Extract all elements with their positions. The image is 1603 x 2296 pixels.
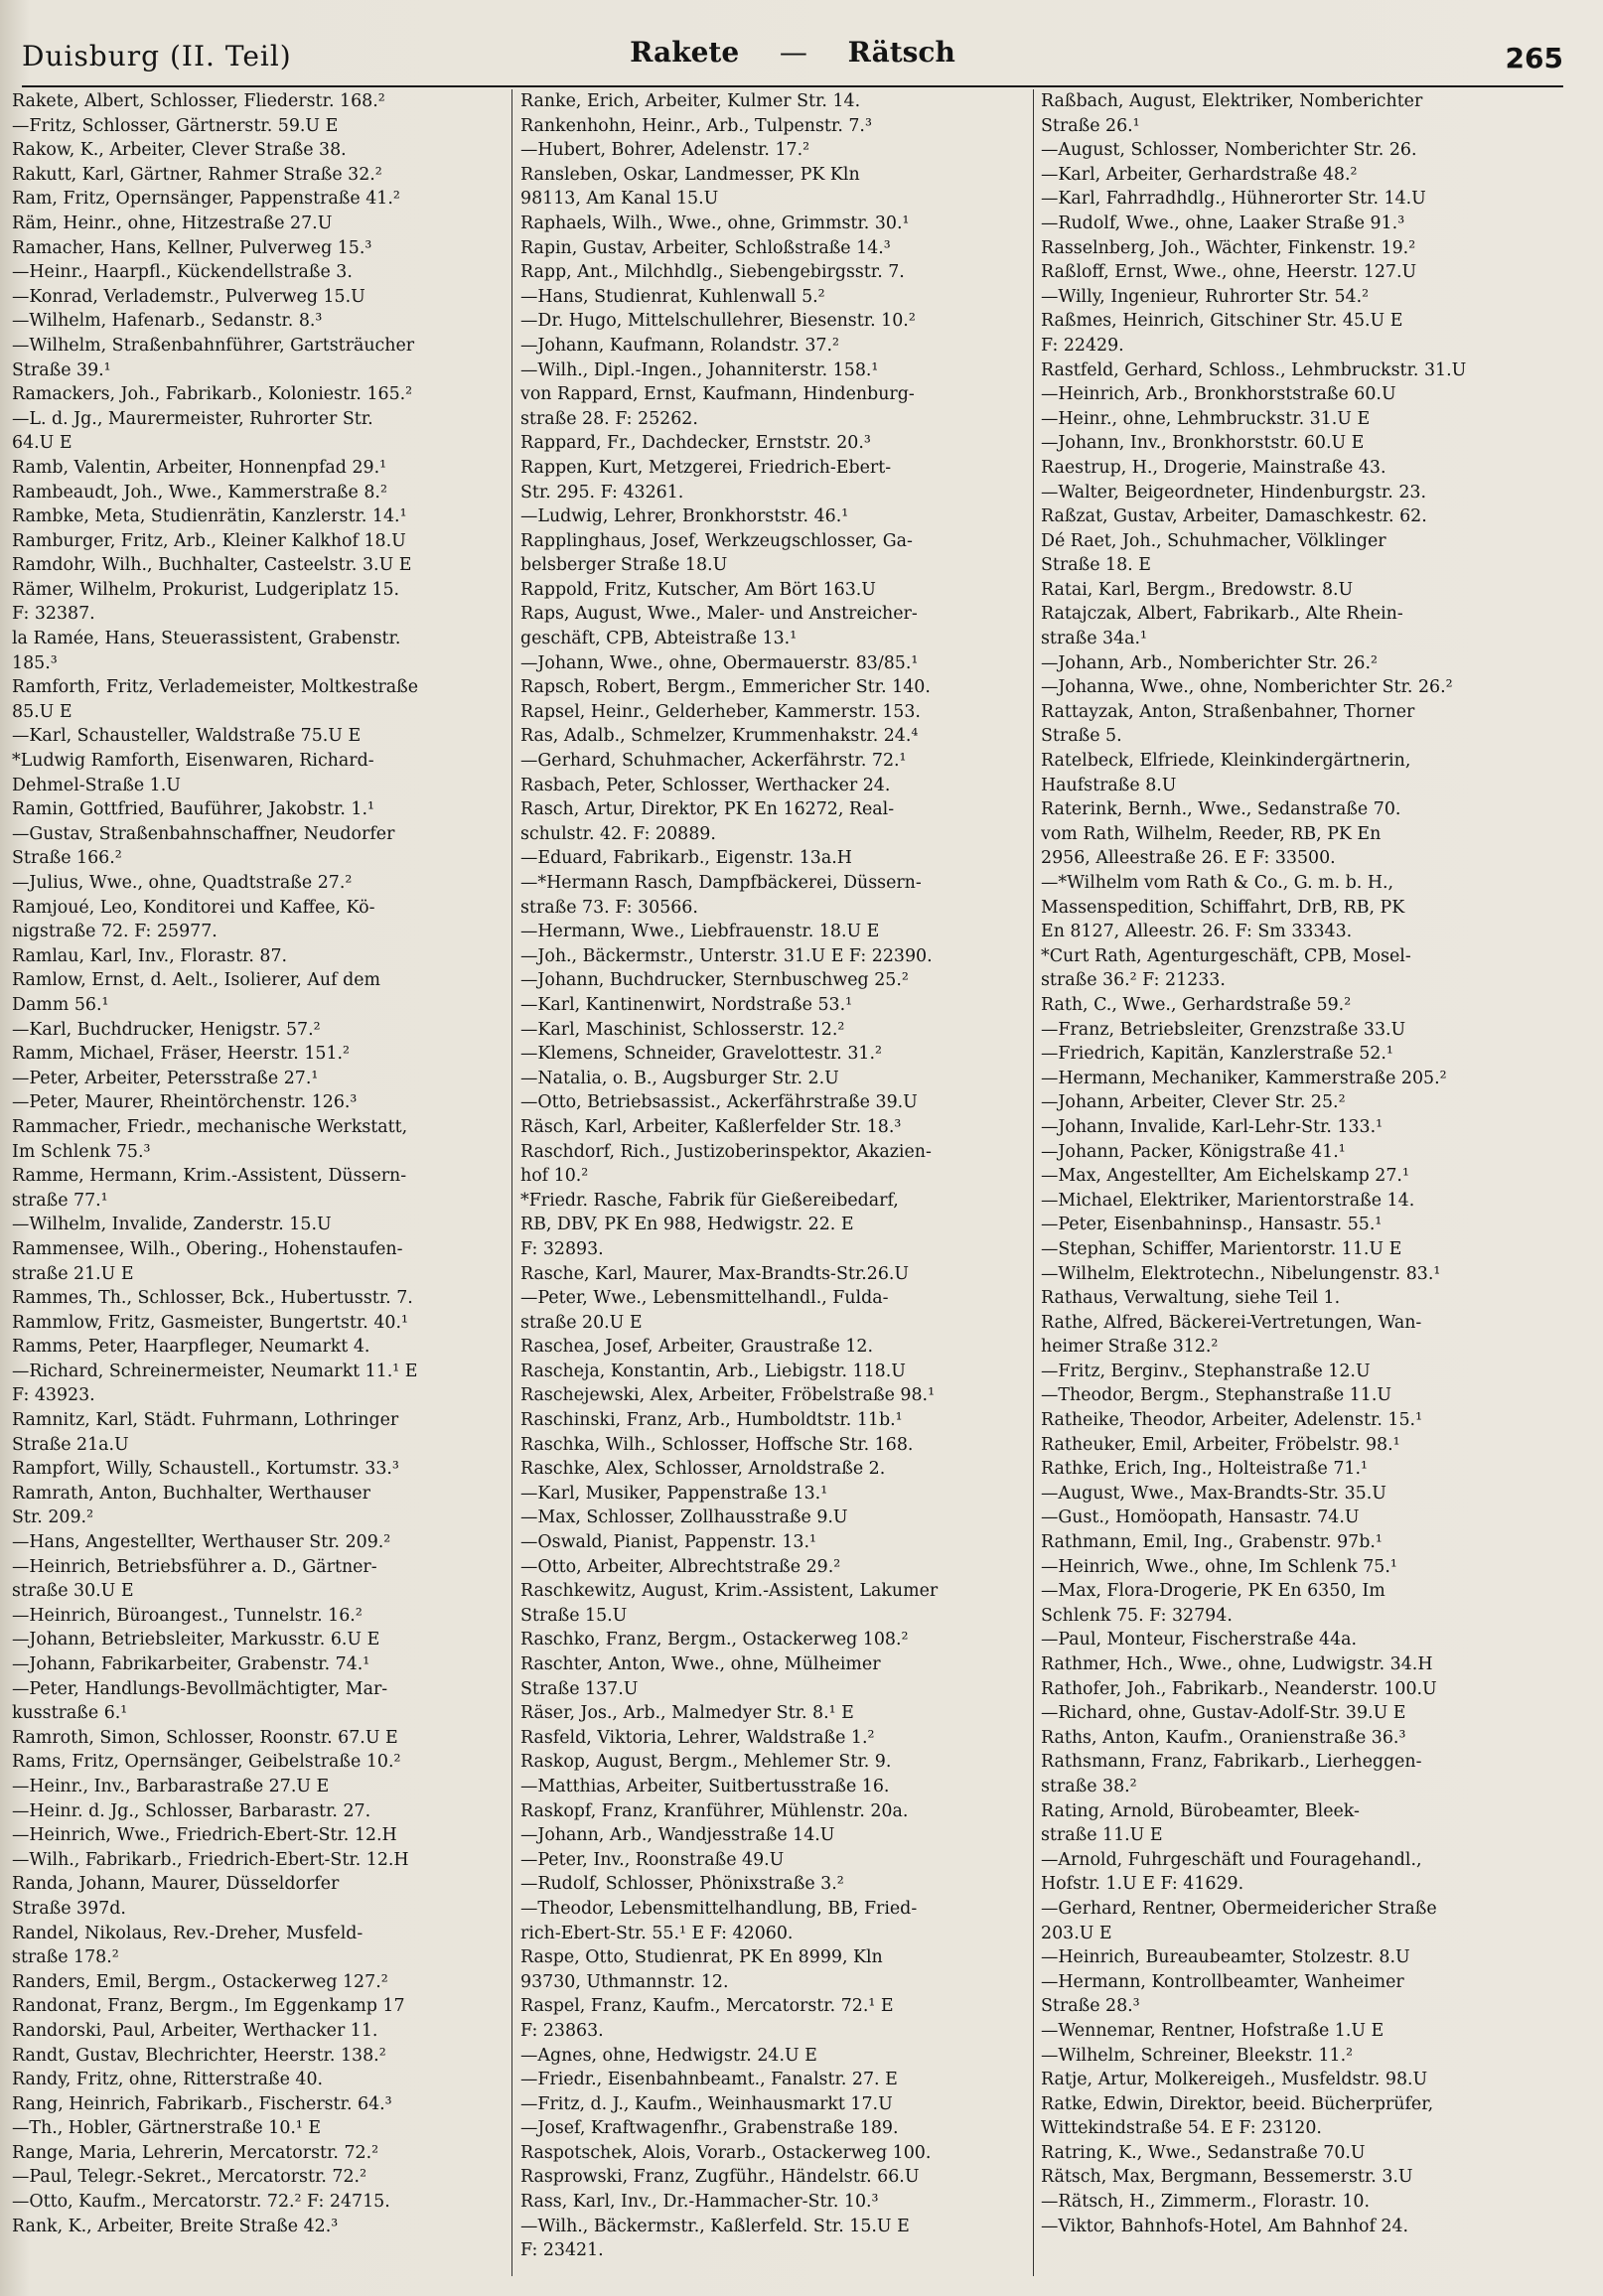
directory-entry-line: —Johann, Buchdrucker, Sternbuschweg 25.²: [520, 970, 909, 991]
directory-entry-line: —Wilh., Dipl.-Ingen., Johanniterstr. 158.¹: [520, 359, 879, 380]
directory-entry-line: Ratke, Edwin, Direktor, beeid. Bücherprüfer,: [1041, 2093, 1434, 2114]
directory-entry-line: Ramlow, Ernst, d. Aelt., Isolierer, Auf dem: [12, 970, 380, 991]
directory-entry-line: Rammlow, Fritz, Gasmeister, Bungertstr. 40.¹: [12, 1312, 408, 1333]
directory-entry-line: —Wilhelm, Hafenarb., Sedanstr. 8.³: [12, 311, 323, 332]
directory-entry-line: —Friedrich, Kapitän, Kanzlerstraße 52.¹: [1041, 1044, 1393, 1065]
directory-entry-line: Raskopf, Franz, Kranführer, Mühlenstr. 20a.: [520, 1800, 909, 1821]
directory-entry-line: —Gerhard, Rentner, Obermeidericher Straße: [1041, 1898, 1437, 1919]
directory-entry-line: —Walter, Beigeordneter, Hindenburgstr. 23.: [1041, 482, 1426, 502]
directory-entry-line: Ram, Fritz, Opernsänger, Pappenstraße 41.²: [12, 189, 400, 210]
directory-entry-line: Raßbach, August, Elektriker, Nomberichter: [1041, 91, 1423, 111]
directory-entry-line: straße 38.²: [1041, 1776, 1137, 1796]
directory-entry-line: 93730, Uthmannstr. 12.: [520, 1971, 729, 1992]
directory-entry-line: —Heinrich, Bureaubeamter, Stolzestr. 8.U: [1041, 1947, 1410, 1968]
directory-entry-line: Räm, Heinr., ohne, Hitzestraße 27.U: [12, 213, 333, 233]
directory-entry-line: —Fritz, Berginv., Stephanstraße 12.U: [1041, 1361, 1371, 1381]
directory-entry-line: —Hermann, Kontrollbeamter, Wanheimer: [1041, 1971, 1404, 1992]
directory-entry-line: Rattayzak, Anton, Straßenbahner, Thorner: [1041, 701, 1415, 722]
directory-entry-line: —Johann, Kaufmann, Rolandstr. 37.²: [520, 335, 839, 356]
directory-entry-line: —Karl, Musiker, Pappenstraße 13.¹: [520, 1483, 828, 1504]
directory-entry-line: Randorski, Paul, Arbeiter, Werthacker 11.: [12, 2020, 378, 2041]
directory-entry-line: Randy, Fritz, ohne, Ritterstraße 40.: [12, 2070, 324, 2090]
directory-entry-line: Rätsch, Max, Bergmann, Bessemerstr. 3.U: [1041, 2167, 1413, 2188]
directory-entry-line: —Heinr., Inv., Barbarastraße 27.U E: [12, 1776, 330, 1796]
directory-entry-line: Raspotschek, Alois, Vorarb., Ostackerweg 100.: [520, 2142, 932, 2163]
directory-entry-line: Rakow, K., Arbeiter, Clever Straße 38.: [12, 140, 347, 161]
header-city: Duisburg (II. Teil): [22, 40, 292, 72]
column-divider: [511, 89, 512, 2276]
directory-entry-line: F: 32387.: [12, 604, 95, 625]
directory-entry-line: Ramroth, Simon, Schlosser, Roonstr. 67.U E: [12, 1727, 398, 1748]
directory-entry-line: Rapsch, Robert, Bergm., Emmericher Str. 140.: [520, 677, 931, 698]
directory-entry-line: —Otto, Arbeiter, Albrechtstraße 29.²: [520, 1556, 841, 1577]
directory-entry-line: Raschka, Wilh., Schlosser, Hoffsche Str. 168.: [520, 1434, 914, 1455]
directory-entry-line: —Karl, Schausteller, Waldstraße 75.U E: [12, 726, 362, 747]
directory-entry-line: Dé Raet, Joh., Schuhmacher, Völklinger: [1041, 530, 1386, 551]
directory-entry-line: —Peter, Wwe., Lebensmittelhandl., Fulda-: [520, 1288, 889, 1309]
directory-entry-line: Ratelbeck, Elfriede, Kleinkindergärtnerin,: [1041, 751, 1411, 772]
column-2: [520, 89, 1033, 2276]
directory-entry-line: Ramforth, Fritz, Verlademeister, Moltkestraße: [12, 677, 419, 698]
directory-entry-line: —Th., Hobler, Gärtnerstraße 10.¹ E: [12, 2118, 322, 2139]
directory-entry-line: —Wilh., Bäckermstr., Kaßlerfeld. Str. 15.U E: [520, 2216, 910, 2236]
directory-entry-line: Ras, Adalb., Schmelzer, Krummenhakstr. 24.⁴: [520, 726, 919, 747]
directory-entry-line: —Richard, Schreinermeister, Neumarkt 11.¹ E: [12, 1361, 418, 1381]
directory-entry-line: nigstraße 72. F: 25977.: [12, 922, 218, 942]
directory-entry-line: Rakete, Albert, Schlosser, Fliederstr. 168.²: [12, 91, 385, 111]
directory-entry-line: Ramlau, Karl, Inv., Florastr. 87.: [12, 945, 288, 966]
directory-entry-line: —Heinrich, Betriebsführer a. D., Gärtner-: [12, 1556, 377, 1577]
directory-entry-line: Randt, Gustav, Blechrichter, Heerstr. 138.²: [12, 2045, 386, 2066]
directory-entry-line: —Richard, ohne, Gustav-Adolf-Str. 39.U E: [1041, 1703, 1406, 1724]
directory-entry-line: Raps, August, Wwe., Maler- und Anstreicher-: [520, 604, 918, 625]
directory-entry-line: —Wilhelm, Invalide, Zanderstr. 15.U: [12, 1215, 332, 1235]
directory-entry-line: Rathmer, Hch., Wwe., ohne, Ludwigstr. 34.H: [1041, 1654, 1433, 1674]
directory-entry-line: —Klemens, Schneider, Gravelottestr. 31.²: [520, 1044, 882, 1065]
directory-entry-line: Schlenk 75. F: 32794.: [1041, 1605, 1233, 1626]
directory-entry-line: Rapin, Gustav, Arbeiter, Schloßstraße 14.³: [520, 237, 891, 258]
directory-entry-line: heimer Straße 312.²: [1041, 1337, 1219, 1358]
directory-entry-line: —Heinrich, Wwe., Friedrich-Ebert-Str. 12.H: [12, 1825, 397, 1846]
directory-entry-line: Raschdorf, Rich., Justizoberinspektor, Akazien-: [520, 1141, 932, 1162]
column-3: [1041, 89, 1567, 2276]
directory-entry-line: Rasselnberg, Joh., Wächter, Finkenstr. 19.²: [1041, 237, 1416, 258]
directory-entry-line: Rammes, Th., Schlosser, Bck., Hubertusstr. 7.: [12, 1288, 413, 1309]
directory-entry-line: vom Rath, Wilhelm, Reeder, RB, PK En: [1041, 823, 1382, 844]
directory-entry-line: —Karl, Buchdrucker, Henigstr. 57.²: [12, 1019, 321, 1040]
directory-entry-line: —Julius, Wwe., ohne, Quadtstraße 27.²: [12, 873, 353, 893]
directory-entry-line: —Agnes, ohne, Hedwigstr. 24.U E: [520, 2045, 817, 2066]
directory-entry-line: —*Hermann Rasch, Dampfbäckerei, Düssern-: [520, 873, 922, 893]
directory-entry-line: Ratheike, Theodor, Arbeiter, Adelenstr. 15.¹: [1041, 1410, 1423, 1431]
directory-entry-line: Ramme, Hermann, Krim.-Assistent, Düssern-: [12, 1166, 407, 1187]
directory-entry-line: —Peter, Eisenbahninsp., Hansastr. 55.¹: [1041, 1215, 1383, 1235]
directory-entry-line: —Heinrich, Büroangest., Tunnelstr. 16.²: [12, 1605, 363, 1626]
directory-entry-line: Raschea, Josef, Arbeiter, Graustraße 12.: [520, 1337, 874, 1358]
directory-entry-line: —Arnold, Fuhrgeschäft und Fouragehandl.,: [1041, 1849, 1422, 1870]
directory-entry-line: straße 178.²: [12, 1947, 119, 1968]
directory-entry-line: —Johann, Arbeiter, Clever Str. 25.²: [1041, 1092, 1346, 1113]
directory-entry-line: —Dr. Hugo, Mittelschullehrer, Biesenstr. 10.²: [520, 311, 916, 332]
directory-entry-line: —Gust., Homöopath, Hansastr. 74.U: [1041, 1507, 1360, 1528]
directory-entry-line: Rambeaudt, Joh., Wwe., Kammerstraße 8.²: [12, 482, 387, 502]
directory-entry-line: straße 28. F: 25262.: [520, 408, 698, 429]
directory-entry-line: Ramb, Valentin, Arbeiter, Honnenpfad 29.¹: [12, 457, 387, 478]
directory-entry-line: Raschke, Alex, Schlosser, Arnoldstraße 2.: [520, 1459, 886, 1480]
directory-entry-line: —Hans, Angestellter, Werthauser Str. 209.²: [12, 1532, 391, 1553]
directory-entry-line: —August, Schlosser, Nomberichter Str. 26.: [1041, 140, 1417, 161]
directory-entry-line: —Theodor, Lebensmittelhandlung, BB, Fried-: [520, 1898, 918, 1919]
directory-entry-line: Rapp, Ant., Milchhdlg., Siebengebirgsstr. 7.: [520, 262, 905, 283]
directory-entry-line: Raßzat, Gustav, Arbeiter, Damaschkestr. 62.: [1041, 506, 1427, 527]
directory-entry-line: straße 36.² F: 21233.: [1041, 970, 1226, 991]
directory-entry-line: —Rudolf, Wwe., ohne, Laaker Straße 91.³: [1041, 213, 1405, 233]
directory-entry-line: —Michael, Elektriker, Marientorstraße 14.: [1041, 1190, 1415, 1211]
directory-entry-line: Raschko, Franz, Bergm., Ostackerweg 108.²: [520, 1630, 909, 1650]
directory-entry-line: straße 11.U E: [1041, 1825, 1163, 1846]
directory-entry-line: straße 30.U E: [12, 1581, 134, 1602]
directory-entry-line: Raschinski, Franz, Arb., Humboldtstr. 11b.¹: [520, 1410, 903, 1431]
directory-entry-line: Rasprowski, Franz, Zugführ., Händelstr. 66.U: [520, 2167, 920, 2188]
directory-entry-line: Rathe, Alfred, Bäckerei-Vertretungen, Wan-: [1041, 1312, 1422, 1333]
directory-entry-line: 185.³: [12, 652, 58, 673]
directory-entry-line: —L. d. Jg., Maurermeister, Ruhrorter Str.: [12, 408, 373, 429]
directory-entry-line: —Wilhelm, Elektrotechn., Nibelungenstr. 83.¹: [1041, 1263, 1441, 1284]
directory-entry-line: —Johann, Inv., Bronkhorststr. 60.U E: [1041, 433, 1365, 454]
directory-entry-line: Straße 18. E: [1041, 555, 1151, 576]
directory-entry-line: Straße 5.: [1041, 726, 1122, 747]
directory-entry-line: —Paul, Monteur, Fischerstraße 44a.: [1041, 1630, 1358, 1650]
directory-entry-line: Rapplinghaus, Josef, Werkzeugschlosser, Ga-: [520, 530, 913, 551]
directory-entry-line: Str. 295. F: 43261.: [520, 482, 684, 502]
directory-entry-line: straße 73. F: 30566.: [520, 897, 698, 918]
directory-entry-line: Ramdohr, Wilh., Buchhalter, Casteelstr. 3.U E: [12, 555, 412, 576]
directory-entry-line: Rathaus, Verwaltung, siehe Teil 1.: [1041, 1288, 1341, 1309]
directory-entry-line: Rapsel, Heinr., Gelderheber, Kammerstr. 153.: [520, 701, 921, 722]
directory-entry-line: En 8127, Alleestr. 26. F: Sm 33343.: [1041, 922, 1353, 942]
directory-entry-line: Raphaels, Wilh., Wwe., ohne, Grimmstr. 30.¹: [520, 213, 910, 233]
directory-entry-line: —Paul, Telegr.-Sekret., Mercatorstr. 72.²: [12, 2167, 367, 2188]
directory-entry-line: Randonat, Franz, Bergm., Im Eggenkamp 17: [12, 1996, 405, 2017]
directory-entry-line: —Joh., Bäckermstr., Unterstr. 31.U E F: 22390.: [520, 945, 933, 966]
directory-entry-line: Ramms, Peter, Haarpfleger, Neumarkt 4.: [12, 1337, 370, 1358]
directory-entry-line: —Oswald, Pianist, Pappenstr. 13.¹: [520, 1532, 816, 1553]
directory-entry-line: Straße 15.U: [520, 1605, 628, 1626]
directory-entry-line: Räsch, Karl, Arbeiter, Kaßlerfelder Str. 18.³: [520, 1116, 902, 1137]
directory-entry-line: —Gustav, Straßenbahnschaffner, Neudorfer: [12, 823, 395, 844]
directory-entry-line: —Hubert, Bohrer, Adelenstr. 17.²: [520, 140, 810, 161]
directory-entry-line: —Otto, Betriebsassist., Ackerfährstraße 39.U: [520, 1092, 918, 1113]
directory-entry-line: F: 23863.: [520, 2020, 604, 2041]
directory-entry-line: —Johann, Arb., Wandjesstraße 14.U: [520, 1825, 835, 1846]
directory-entry-line: —Rudolf, Schlosser, Phönixstraße 3.²: [520, 1874, 844, 1895]
directory-entry-line: Rasbach, Peter, Schlosser, Werthacker 24.: [520, 775, 891, 795]
directory-entry-line: Rathke, Erich, Ing., Holteistraße 71.¹: [1041, 1459, 1368, 1480]
directory-entry-line: —Max, Flora-Drogerie, PK En 6350, Im: [1041, 1581, 1385, 1602]
directory-entry-line: RB, DBV, PK En 988, Hedwigstr. 22. E: [520, 1215, 854, 1235]
directory-entry-line: Straße 137.U: [520, 1678, 639, 1699]
directory-entry-line: Rankenhohn, Heinr., Arb., Tulpenstr. 7.³: [520, 115, 872, 136]
directory-entry-line: Ratajczak, Albert, Fabrikarb., Alte Rhein-: [1041, 604, 1403, 625]
page-header: [22, 26, 1563, 87]
directory-entry-line: Raskop, August, Bergm., Mehlemer Str. 9.: [520, 1752, 892, 1773]
directory-entry-line: Rang, Heinrich, Fabrikarb., Fischerstr. 64.³: [12, 2093, 392, 2114]
directory-entry-line: F: 22429.: [1041, 335, 1124, 356]
directory-entry-line: Rasfeld, Viktoria, Lehrer, Waldstraße 1.²: [520, 1727, 875, 1748]
directory-entry-line: —*Wilhelm vom Rath & Co., G. m. b. H.,: [1041, 873, 1394, 893]
directory-entry-line: —Peter, Handlungs-Bevollmächtigter, Mar-: [12, 1678, 388, 1699]
directory-entry-line: —Fritz, d. J., Kaufm., Weinhausmarkt 17.U: [520, 2093, 893, 2114]
directory-entry-line: Ratheuker, Emil, Arbeiter, Fröbelstr. 98.¹: [1041, 1434, 1400, 1455]
directory-entry-line: —Karl, Maschinist, Schlosserstr. 12.²: [520, 1019, 845, 1040]
directory-entry-line: —Eduard, Fabrikarb., Eigenstr. 13a.H: [520, 848, 852, 869]
directory-entry-line: Rathofer, Joh., Fabrikarb., Neanderstr. 100.U: [1041, 1678, 1437, 1699]
directory-entry-line: straße 20.U E: [520, 1312, 643, 1333]
directory-entry-line: 98113, Am Kanal 15.U: [520, 189, 719, 210]
directory-entry-line: —Stephan, Schiffer, Marientorstr. 11.U E: [1041, 1238, 1402, 1259]
directory-entry-line: —Viktor, Bahnhofs-Hotel, Am Bahnhof 24.: [1041, 2216, 1409, 2236]
directory-entry-line: —Willy, Ingenieur, Ruhrorter Str. 54.²: [1041, 286, 1370, 307]
directory-entry-line: —Friedr., Eisenbahnbeamt., Fanalstr. 27. E: [520, 2070, 898, 2090]
directory-entry-line: schulstr. 42. F: 20889.: [520, 823, 716, 844]
directory-entry-line: —Otto, Kaufm., Mercatorstr. 72.² F: 24715.: [12, 2192, 390, 2213]
directory-entry-line: 2956, Alleestraße 26. E F: 33500.: [1041, 848, 1336, 869]
directory-entry-line: *Friedr. Rasche, Fabrik für Gießereibedarf,: [520, 1190, 899, 1211]
directory-entry-line: F: 32893.: [520, 1238, 604, 1259]
directory-entry-line: Rasch, Artur, Direktor, PK En 16272, Real-: [520, 799, 895, 820]
directory-entry-line: —Wennemar, Rentner, Hofstraße 1.U E: [1041, 2020, 1384, 2041]
directory-entry-line: rich-Ebert-Str. 55.¹ E F: 42060.: [520, 1923, 794, 1943]
directory-entry-line: Rammensee, Wilh., Obering., Hohenstaufen-: [12, 1238, 403, 1259]
directory-entry-line: Raths, Anton, Kaufm., Oranienstraße 36.³: [1041, 1727, 1406, 1748]
directory-entry-line: Haufstraße 8.U: [1041, 775, 1177, 795]
directory-entry-line: Rank, K., Arbeiter, Breite Straße 42.³: [12, 2216, 339, 2236]
directory-entry-line: Ramburger, Fritz, Arb., Kleiner Kalkhof 18.U: [12, 530, 406, 551]
directory-entry-line: Raterink, Bernh., Wwe., Sedanstraße 70.: [1041, 799, 1401, 820]
directory-entry-line: —Heinrich, Wwe., ohne, Im Schlenk 75.¹: [1041, 1556, 1397, 1577]
directory-entry-line: Randel, Nikolaus, Rev.-Dreher, Musfeld-: [12, 1923, 364, 1943]
directory-entry-line: Straße 21a.U: [12, 1434, 129, 1455]
directory-entry-line: —Karl, Kantinenwirt, Nordstraße 53.¹: [520, 994, 853, 1015]
directory-entry-line: Damm 56.¹: [12, 994, 109, 1015]
directory-entry-line: Wittekindstraße 54. E F: 23120.: [1041, 2118, 1322, 2139]
directory-entry-line: Raspe, Otto, Studienrat, PK En 8999, Kln: [520, 1947, 883, 1968]
directory-entry-line: Rascheja, Konstantin, Arb., Liebigstr. 118.U: [520, 1361, 906, 1381]
directory-entry-line: Ratje, Artur, Molkereigeh., Musfeldstr. 98.U: [1041, 2070, 1428, 2090]
directory-entry-line: Rath, C., Wwe., Gerhardstraße 59.²: [1041, 994, 1352, 1015]
directory-entry-line: —Johanna, Wwe., ohne, Nomberichter Str. 26.²: [1041, 677, 1453, 698]
directory-entry-line: hof 10.²: [520, 1166, 589, 1187]
directory-entry-line: F: 43923.: [12, 1385, 95, 1406]
directory-entry-line: Straße 166.²: [12, 848, 122, 869]
directory-entry-line: —Peter, Arbeiter, Petersstraße 27.¹: [12, 1068, 319, 1088]
directory-entry-line: —Max, Angestellter, Am Eichelskamp 27.¹: [1041, 1166, 1409, 1187]
header-first-entry: Rakete: [630, 36, 740, 69]
directory-entry-line: Rammacher, Friedr., mechanische Werkstatt,: [12, 1116, 408, 1137]
directory-entry-line: —Wilh., Fabrikarb., Friedrich-Ebert-Str. 12.H: [12, 1849, 409, 1870]
directory-entry-line: Ramjoué, Leo, Konditorei und Kaffee, Kö-: [12, 897, 375, 918]
directory-entry-line: —Heinrich, Arb., Bronkhorststraße 60.U: [1041, 384, 1396, 405]
directory-entry-line: Raßloff, Ernst, Wwe., ohne, Heerstr. 127.U: [1041, 262, 1417, 283]
directory-entry-line: Rappen, Kurt, Metzgerei, Friedrich-Ebert-: [520, 457, 892, 478]
directory-entry-line: Massenspedition, Schiffahrt, DrB, RB, PK: [1041, 897, 1405, 918]
directory-entry-line: Rasche, Karl, Maurer, Max-Brandts-Str.26.U: [520, 1263, 910, 1284]
directory-entry-line: Im Schlenk 75.³: [12, 1141, 151, 1162]
directory-entry-line: 203.U E: [1041, 1923, 1112, 1943]
directory-entry-line: —Hermann, Wwe., Liebfrauenstr. 18.U E: [520, 922, 880, 942]
directory-entry-line: —Johann, Invalide, Karl-Lehr-Str. 133.¹: [1041, 1116, 1384, 1137]
directory-entry-line: *Ludwig Ramforth, Eisenwaren, Richard-: [12, 751, 374, 772]
directory-entry-line: —Heinr. d. Jg., Schlosser, Barbarastr. 27.: [12, 1800, 371, 1821]
directory-entry-line: Raschejewski, Alex, Arbeiter, Fröbelstraße 98.¹: [520, 1385, 936, 1406]
directory-entry-line: —Rätsch, H., Zimmerm., Florastr. 10.: [1041, 2192, 1371, 2213]
directory-entry-line: —Josef, Kraftwagenfhr., Grabenstraße 189.: [520, 2118, 899, 2139]
directory-entry-line: Dehmel-Straße 1.U: [12, 775, 181, 795]
directory-entry-line: Ratring, K., Wwe., Sedanstraße 70.U: [1041, 2142, 1366, 2163]
directory-entry-line: Raspel, Franz, Kaufm., Mercatorstr. 72.¹ E: [520, 1996, 894, 2017]
directory-entry-line: Randa, Johann, Maurer, Düsseldorfer: [12, 1874, 340, 1895]
directory-entry-line: —Johann, Arb., Nomberichter Str. 26.²: [1041, 652, 1378, 673]
directory-entry-line: —Hans, Studienrat, Kuhlenwall 5.²: [520, 286, 825, 307]
directory-entry-line: Rams, Fritz, Opernsänger, Geibelstraße 10.²: [12, 1752, 401, 1773]
directory-entry-line: —Ludwig, Lehrer, Bronkhorststr. 46.¹: [520, 506, 849, 527]
directory-entry-line: kusstraße 6.¹: [12, 1703, 128, 1724]
directory-entry-line: —Wilhelm, Straßenbahnführer, Gartsträucher: [12, 335, 415, 356]
directory-entry-line: Rampfort, Willy, Schaustell., Kortumstr. 33.³: [12, 1459, 399, 1480]
directory-entry-line: Ranke, Erich, Arbeiter, Kulmer Str. 14.: [520, 91, 861, 111]
directory-entry-line: Ramin, Gottfried, Bauführer, Jakobstr. 1.¹: [12, 799, 374, 820]
directory-entry-line: Ramrath, Anton, Buchhalter, Werthauser: [12, 1483, 370, 1504]
directory-entry-line: —Max, Schlosser, Zollhausstraße 9.U: [520, 1507, 848, 1528]
directory-entry-line: —Karl, Arbeiter, Gerhardstraße 48.²: [1041, 164, 1358, 185]
directory-entry-line: Randers, Emil, Bergm., Ostackerweg 127.²: [12, 1971, 388, 1992]
directory-entry-line: Rappard, Fr., Dachdecker, Ernststr. 20.³: [520, 433, 871, 454]
directory-entry-line: —Theodor, Bergm., Stephanstraße 11.U: [1041, 1385, 1392, 1406]
directory-columns: [12, 89, 1573, 2276]
directory-entry-line: —August, Wwe., Max-Brandts-Str. 35.U: [1041, 1483, 1386, 1504]
directory-entry-line: Range, Maria, Lehrerin, Mercatorstr. 72.²: [12, 2142, 379, 2163]
directory-entry-line: —Heinr., Haarpfl., Kückendellstraße 3.: [12, 262, 353, 283]
column-divider: [1033, 89, 1034, 2276]
directory-entry-line: Rämer, Wilhelm, Prokurist, Ludgeriplatz 15.: [12, 579, 400, 600]
directory-entry-line: F: 23421.: [520, 2240, 604, 2261]
directory-entry-line: Rakutt, Karl, Gärtner, Rahmer Straße 32.²: [12, 164, 382, 185]
directory-entry-line: Rass, Karl, Inv., Dr.-Hammacher-Str. 10.³: [520, 2192, 879, 2213]
directory-entry-line: Rathmann, Emil, Ing., Grabenstr. 97b.¹: [1041, 1532, 1383, 1553]
directory-entry-line: Rathsmann, Franz, Fabrikarb., Lierheggen-: [1041, 1752, 1422, 1773]
directory-entry-line: —Wilhelm, Schreiner, Bleekstr. 11.²: [1041, 2045, 1354, 2066]
directory-entry-line: —Johann, Packer, Königstraße 41.¹: [1041, 1141, 1346, 1162]
directory-entry-line: Hofstr. 1.U E F: 41629.: [1041, 1874, 1244, 1895]
column-1: [12, 89, 501, 2276]
header-last-entry: Rätsch: [847, 36, 955, 69]
directory-entry-line: Straße 397d.: [12, 1898, 126, 1919]
directory-entry-line: belsberger Straße 18.U: [520, 555, 728, 576]
directory-entry-line: Ramacher, Hans, Kellner, Pulverweg 15.³: [12, 237, 372, 258]
directory-entry-line: Straße 39.¹: [12, 359, 111, 380]
header-range: [22, 36, 1563, 69]
directory-entry-line: Raschkewitz, August, Krim.-Assistent, Lakumer: [520, 1581, 939, 1602]
directory-entry-line: von Rappard, Ernst, Kaufmann, Hindenburg-: [520, 384, 915, 405]
directory-entry-line: straße 77.¹: [12, 1190, 108, 1211]
directory-entry-line: 85.U E: [12, 701, 73, 722]
header-separator: —: [779, 36, 807, 69]
directory-entry-line: Rating, Arnold, Bürobeamter, Bleek-: [1041, 1800, 1360, 1821]
directory-entry-line: —Peter, Inv., Roonstraße 49.U: [520, 1849, 785, 1870]
directory-entry-line: —Matthias, Arbeiter, Suitbertusstraße 16.: [520, 1776, 890, 1796]
directory-entry-line: straße 34a.¹: [1041, 629, 1148, 649]
directory-entry-line: Raßmes, Heinrich, Gitschiner Str. 45.U E: [1041, 311, 1403, 332]
directory-entry-line: Rambke, Meta, Studienrätin, Kanzlerstr. 14.¹: [12, 506, 407, 527]
directory-entry-line: —Natalia, o. B., Augsburger Str. 2.U: [520, 1068, 839, 1088]
directory-entry-line: *Curt Rath, Agenturgeschäft, CPB, Mosel-: [1041, 945, 1411, 966]
directory-entry-line: —Konrad, Verlademstr., Pulverweg 15.U: [12, 286, 365, 307]
directory-entry-line: straße 21.U E: [12, 1263, 134, 1284]
directory-entry-line: —Heinr., ohne, Lehmbruckstr. 31.U E: [1041, 408, 1371, 429]
directory-entry-line: Ransleben, Oskar, Landmesser, PK Kln: [520, 164, 860, 185]
directory-entry-line: Rappold, Fritz, Kutscher, Am Bört 163.U: [520, 579, 876, 600]
directory-entry-line: geschäft, CPB, Abteistraße 13.¹: [520, 629, 798, 649]
directory-entry-line: Straße 28.³: [1041, 1996, 1140, 2017]
page-number: 265: [1505, 42, 1563, 74]
directory-entry-line: —Johann, Wwe., ohne, Obermauerstr. 83/85.¹: [520, 652, 919, 673]
directory-entry-line: —Fritz, Schlosser, Gärtnerstr. 59.U E: [12, 115, 339, 136]
directory-entry-line: —Karl, Fahrradhdlg., Hühnerorter Str. 14.U: [1041, 189, 1426, 210]
directory-entry-line: —Peter, Maurer, Rheintörchenstr. 126.³: [12, 1092, 358, 1113]
directory-entry-line: Ratai, Karl, Bergm., Bredowstr. 8.U: [1041, 579, 1354, 600]
directory-entry-line: Raestrup, H., Drogerie, Mainstraße 43.: [1041, 457, 1386, 478]
directory-entry-line: —Gerhard, Schuhmacher, Ackerfährstr. 72.¹: [520, 751, 907, 772]
directory-entry-line: Ramnitz, Karl, Städt. Fuhrmann, Lothringer: [12, 1410, 399, 1431]
directory-entry-line: Raschter, Anton, Wwe., ohne, Mülheimer: [520, 1654, 881, 1674]
directory-entry-line: —Johann, Betriebsleiter, Markusstr. 6.U E: [12, 1630, 380, 1650]
directory-entry-line: —Hermann, Mechaniker, Kammerstraße 205.²: [1041, 1068, 1447, 1088]
directory-entry-line: Räser, Jos., Arb., Malmedyer Str. 8.¹ E: [520, 1703, 854, 1724]
directory-entry-line: Str. 209.²: [12, 1507, 94, 1528]
directory-entry-line: Straße 26.¹: [1041, 115, 1140, 136]
directory-entry-line: —Johann, Fabrikarbeiter, Grabenstr. 74.¹: [12, 1654, 370, 1674]
directory-entry-line: Ramm, Michael, Fräser, Heerstr. 151.²: [12, 1044, 351, 1065]
directory-entry-line: Rastfeld, Gerhard, Schloss., Lehmbruckstr. 31.U: [1041, 359, 1467, 380]
directory-entry-line: —Franz, Betriebsleiter, Grenzstraße 33.U: [1041, 1019, 1406, 1040]
directory-entry-line: Ramackers, Joh., Fabrikarb., Koloniestr. 165.²: [12, 384, 413, 405]
directory-entry-line: 64.U E: [12, 433, 73, 454]
directory-entry-line: la Ramée, Hans, Steuerassistent, Grabenstr.: [12, 629, 401, 649]
